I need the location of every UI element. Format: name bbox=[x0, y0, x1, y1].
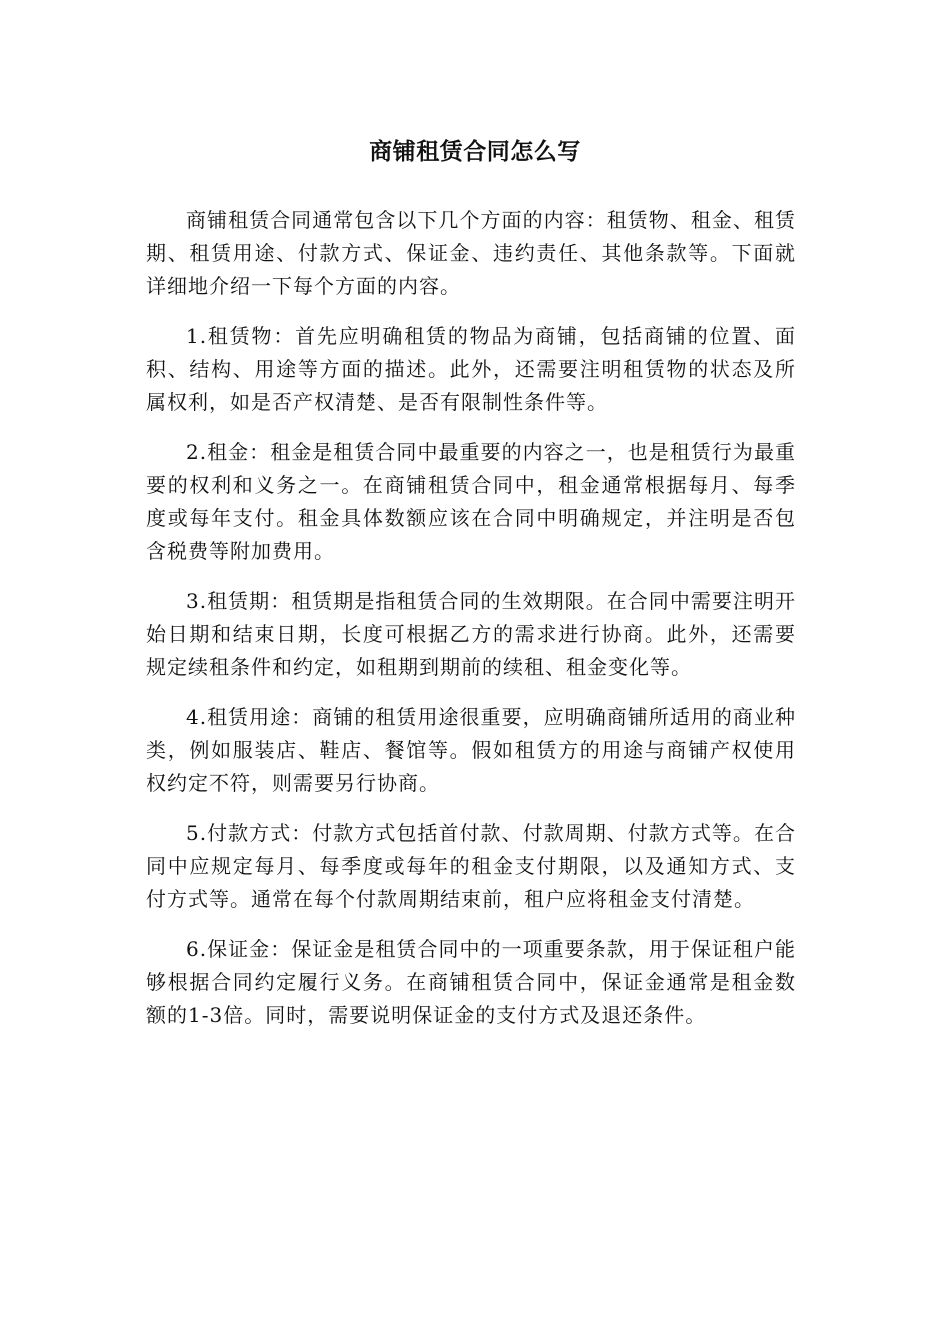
document-title: 商铺租赁合同怎么写 bbox=[369, 139, 581, 165]
paragraph-payment-method: 5.付款方式：付款方式包括首付款、付款周期、付款方式等。在合同中应规定每月、每季度或每年的租金支付期限，以及通知方式、支付方式等。通常在每个付款周期结束前，租户应将租金支付清楚。 bbox=[146, 821, 796, 911]
document-body bbox=[146, 204, 796, 1049]
paragraph-lease-use: 4.租赁用途：商铺的租赁用途很重要，应明确商铺所适用的商业种类，例如服装店、鞋店、餐馆等。假如租赁方的用途与商铺产权使用权约定不符，则需要另行协商。 bbox=[146, 705, 796, 795]
paragraph-rent: 2.租金：租金是租赁合同中最重要的内容之一，也是租赁行为最重要的权利和义务之一。在商铺租赁合同中，租金通常根据每月、每季度或每年支付。租金具体数额应该在合同中明确规定，并注明是否包含税费等附加费用。 bbox=[146, 440, 796, 563]
paragraph-deposit: 6.保证金：保证金是租赁合同中的一项重要条款，用于保证租户能够根据合同约定履行义务。在商铺租赁合同中，保证金通常是租金数额的1-3倍。同时，需要说明保证金的支付方式及退还条件。 bbox=[146, 937, 796, 1027]
paragraph-leased-property: 1.租赁物：首先应明确租赁的物品为商铺，包括商铺的位置、面积、结构、用途等方面的描述。此外，还需要注明租赁物的状态及所属权利，如是否产权清楚、是否有限制性条件等。 bbox=[146, 324, 796, 414]
paragraph-intro: 商铺租赁合同通常包含以下几个方面的内容：租赁物、租金、租赁期、租赁用途、付款方式、保证金、违约责任、其他条款等。下面就详细地介绍一下每个方面的内容。 bbox=[146, 208, 796, 298]
paragraph-lease-term: 3.租赁期：租赁期是指租赁合同的生效期限。在合同中需要注明开始日期和结束日期，长度可根据乙方的需求进行协商。此外，还需要规定续租条件和约定，如租期到期前的续租、租金变化等。 bbox=[146, 589, 796, 679]
